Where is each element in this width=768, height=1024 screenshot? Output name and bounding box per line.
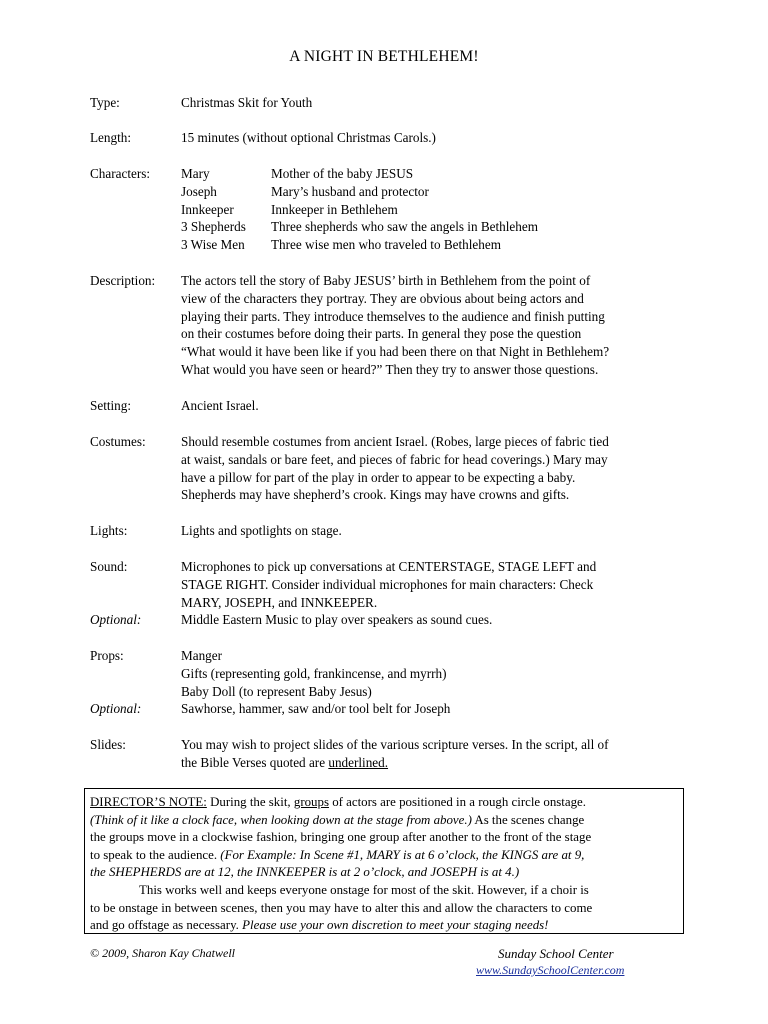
- character-desc: Mother of the baby JESUS: [271, 166, 414, 181]
- note-line: [90, 917, 678, 935]
- page-title: A NIGHT IN BETHLEHEM!: [289, 48, 479, 65]
- note-text: and go offstage as necessary.: [90, 918, 243, 933]
- note-line: [90, 812, 678, 830]
- note-groups-word: groups: [293, 795, 329, 809]
- description-text: [181, 272, 693, 379]
- props-text: [181, 647, 693, 718]
- note-italic-text: Please use your own discretion to meet your staging needs!: [242, 918, 549, 933]
- copyright-text: © 2009, Sharon Kay Chatwell: [90, 946, 236, 960]
- character-item: [181, 183, 693, 201]
- character-name: 3 Shepherds: [181, 219, 246, 235]
- sound-text: [181, 558, 693, 629]
- note-text: to speak to the audience.: [90, 847, 221, 862]
- note-text: During the skit,: [206, 795, 294, 809]
- note-italic-text: (Think of it like a clock face, when looking down at the stage from above.): [90, 812, 472, 827]
- note-italic-text: (For Example: In Scene #1, MARY is at 6 o’clock, the KINGS are at 9,: [220, 847, 585, 862]
- note-line: the groups move in a clockwise fashion, bringing one group after another to the front of the stage: [90, 830, 592, 845]
- note-line: This works well and keeps everyone onstage for most of the skit. However, if a choir is: [139, 882, 589, 897]
- props-optional-value: Sawhorse, hammer, saw and/or tool belt for Joseph: [181, 701, 451, 717]
- character-item: [181, 165, 693, 183]
- slides-text: [181, 736, 693, 772]
- character-desc: Innkeeper in Bethlehem: [271, 201, 398, 217]
- length-value: 15 minutes (without optional Christmas Carols.): [181, 130, 436, 145]
- length-label: Length:: [90, 130, 132, 145]
- note-text: As the scenes change: [471, 812, 585, 827]
- org-name: Sunday School Center: [498, 946, 614, 961]
- text-line: at waist, sandals or bare feet, and pieces of fabric for head coverings.) Mary may: [181, 451, 608, 467]
- text-line: You may wish to project slides of the various scripture verses. In the script, all of: [181, 737, 609, 752]
- text-line: Manger: [181, 648, 223, 663]
- lights-value: Lights and spotlights on stage.: [181, 523, 342, 538]
- text-line: view of the characters they portray. They are obvious about being actors and: [181, 290, 584, 306]
- type-label: Type:: [90, 95, 120, 110]
- note-line: [90, 847, 678, 865]
- costumes-text: [181, 433, 693, 504]
- lights-label: Lights:: [90, 523, 128, 538]
- slides-line2-text: the Bible Verses quoted are: [181, 754, 329, 770]
- text-line: have a pillow for part of the play in order to appear to be expecting a baby.: [181, 469, 576, 485]
- description-label: Description:: [90, 273, 156, 288]
- characters-label: Characters:: [90, 166, 151, 181]
- text-line: STAGE RIGHT. Consider individual microphones for main characters: Check: [181, 576, 594, 592]
- note-line: the SHEPHERDS are at 12, the INNKEEPER is at 2 o’clock, and JOSEPH is at 4.): [90, 865, 520, 880]
- text-line: Shepherds may have shepherd’s crook. Kings may have crowns and gifts.: [181, 487, 570, 503]
- text-line: Microphones to pick up conversations at CENTERSTAGE, STAGE LEFT and: [181, 559, 597, 574]
- text-line: Should resemble costumes from ancient Israel. (Robes, large pieces of fabric tied: [181, 434, 609, 449]
- character-name: Innkeeper: [181, 201, 234, 217]
- note-heading: DIRECTOR’S NOTE:: [90, 795, 207, 809]
- character-desc: Mary’s husband and protector: [271, 183, 429, 199]
- character-name: Joseph: [181, 183, 217, 199]
- text-line: Gifts (representing gold, frankincense, and myrrh): [181, 665, 447, 681]
- setting-value: Ancient Israel.: [181, 398, 259, 413]
- sound-optional-value: Middle Eastern Music to play over speakers as sound cues.: [181, 612, 493, 628]
- underlined-word: underlined.: [328, 754, 389, 770]
- props-optional-label: Optional:: [90, 701, 142, 717]
- text-line: Baby Doll (to represent Baby Jesus): [181, 683, 372, 699]
- type-value: Christmas Skit for Youth: [181, 95, 313, 110]
- text-line: playing their parts. They introduce themselves to the audience and finish putting: [181, 308, 605, 324]
- sound-optional-label: Optional:: [90, 612, 142, 628]
- characters-list: [181, 165, 693, 254]
- character-name: Mary: [181, 166, 210, 181]
- setting-label: Setting:: [90, 398, 132, 413]
- text-line: [181, 754, 693, 772]
- sound-label: Sound:: [90, 559, 128, 574]
- note-line: to be onstage in between scenes, then you may have to alter this and allow the characters to come: [90, 900, 593, 915]
- text-line: MARY, JOSEPH, and INNKEEPER.: [181, 594, 378, 610]
- props-label: Props:: [90, 648, 124, 663]
- text-line: What would you have seen or heard?” Then they try to answer those questions.: [181, 361, 599, 377]
- text-line: The actors tell the story of Baby JESUS’ birth in Bethlehem from the point of: [181, 273, 591, 288]
- character-desc: Three shepherds who saw the angels in Bethlehem: [271, 219, 538, 235]
- text-line: on their costumes before doing their parts. In general they pose the question: [181, 326, 582, 342]
- note-text: of actors are positioned in a rough circle onstage.: [328, 795, 586, 809]
- character-name: 3 Wise Men: [181, 237, 245, 253]
- character-item: [181, 236, 693, 254]
- directors-note-box: [84, 788, 684, 934]
- website-link[interactable]: www.SundaySchoolCenter.com: [476, 963, 625, 977]
- character-item: [181, 201, 693, 219]
- costumes-label: Costumes:: [90, 434, 146, 449]
- note-line: [90, 794, 678, 812]
- character-desc: Three wise men who traveled to Bethlehem: [271, 237, 501, 253]
- text-line: “What would it have been like if you had been there on that Night in Bethlehem?: [181, 344, 610, 360]
- slides-label: Slides:: [90, 737, 126, 752]
- character-item: [181, 218, 693, 236]
